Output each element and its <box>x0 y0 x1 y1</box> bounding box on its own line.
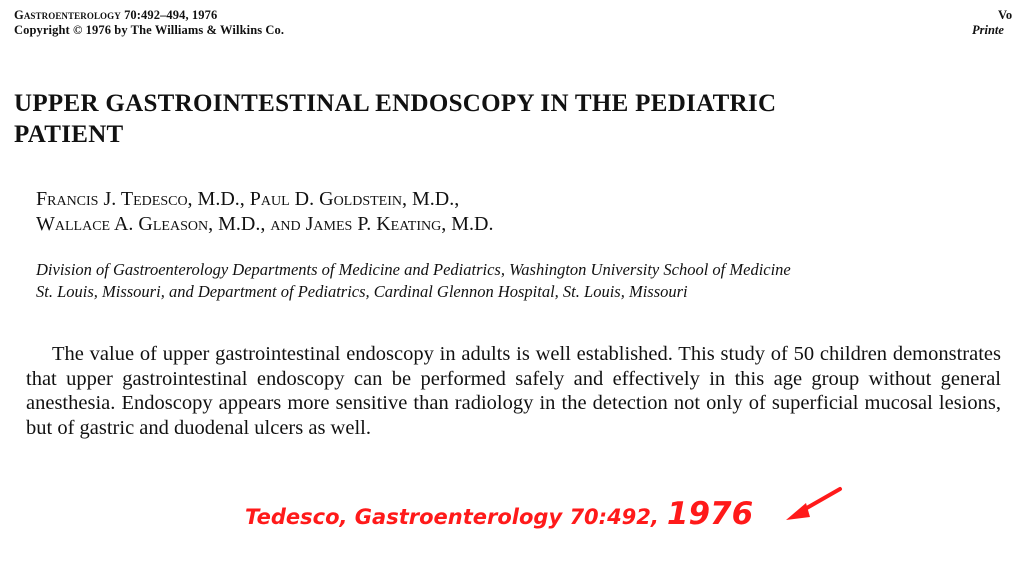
affiliation <box>36 259 791 303</box>
printed-label: Printe <box>972 23 1004 37</box>
annotation-citation: Tedesco, Gastroenterology 70:492, <box>245 505 659 529</box>
arrow-icon <box>784 483 846 525</box>
annotation-year: 1976 <box>666 496 754 532</box>
abstract <box>26 342 1001 440</box>
journal-citation: 70:492–494, 1976 <box>120 8 218 22</box>
authors-line-2: Wallace A. Gleason, M.D., and James P. Keating, M.D. <box>36 213 494 235</box>
copyright-line: Copyright © 1976 by The Williams & Wilkins Co. <box>14 23 285 37</box>
journal-header <box>14 8 284 38</box>
volume-label: Vo <box>998 8 1013 22</box>
journal-citation-line <box>14 8 284 23</box>
author-list <box>36 187 493 237</box>
abstract-text: The value of upper gastrointestinal endoscopy in adults is well established. This study of 50 children demonstrates that upper gastrointestinal endoscopy can be performed safely and effectively in this age group without general anesthesia. Endoscopy appears more sensitive than radiology in the detection not only of superficial mucosal lesions, but of gastric and duodenal ulcers as well. <box>26 343 1001 439</box>
title-line-2: PATIENT <box>14 121 124 148</box>
authors-line-1: Francis J. Tedesco, M.D., Paul D. Goldstein, M.D., <box>36 188 460 210</box>
journal-name: Gastroenterology <box>14 8 121 22</box>
right-header <box>972 8 1020 38</box>
citation-annotation <box>245 496 753 532</box>
article-title <box>14 88 776 150</box>
title-line-1: UPPER GASTROINTESTINAL ENDOSCOPY IN THE PEDIATRIC <box>14 90 777 117</box>
affiliation-line-1: Division of Gastroenterology Departments of Medicine and Pediatrics, Washington University School of Medicine <box>36 260 791 279</box>
affiliation-line-2: St. Louis, Missouri, and Department of Pediatrics, Cardinal Glennon Hospital, St. Louis, Missouri <box>36 282 688 301</box>
